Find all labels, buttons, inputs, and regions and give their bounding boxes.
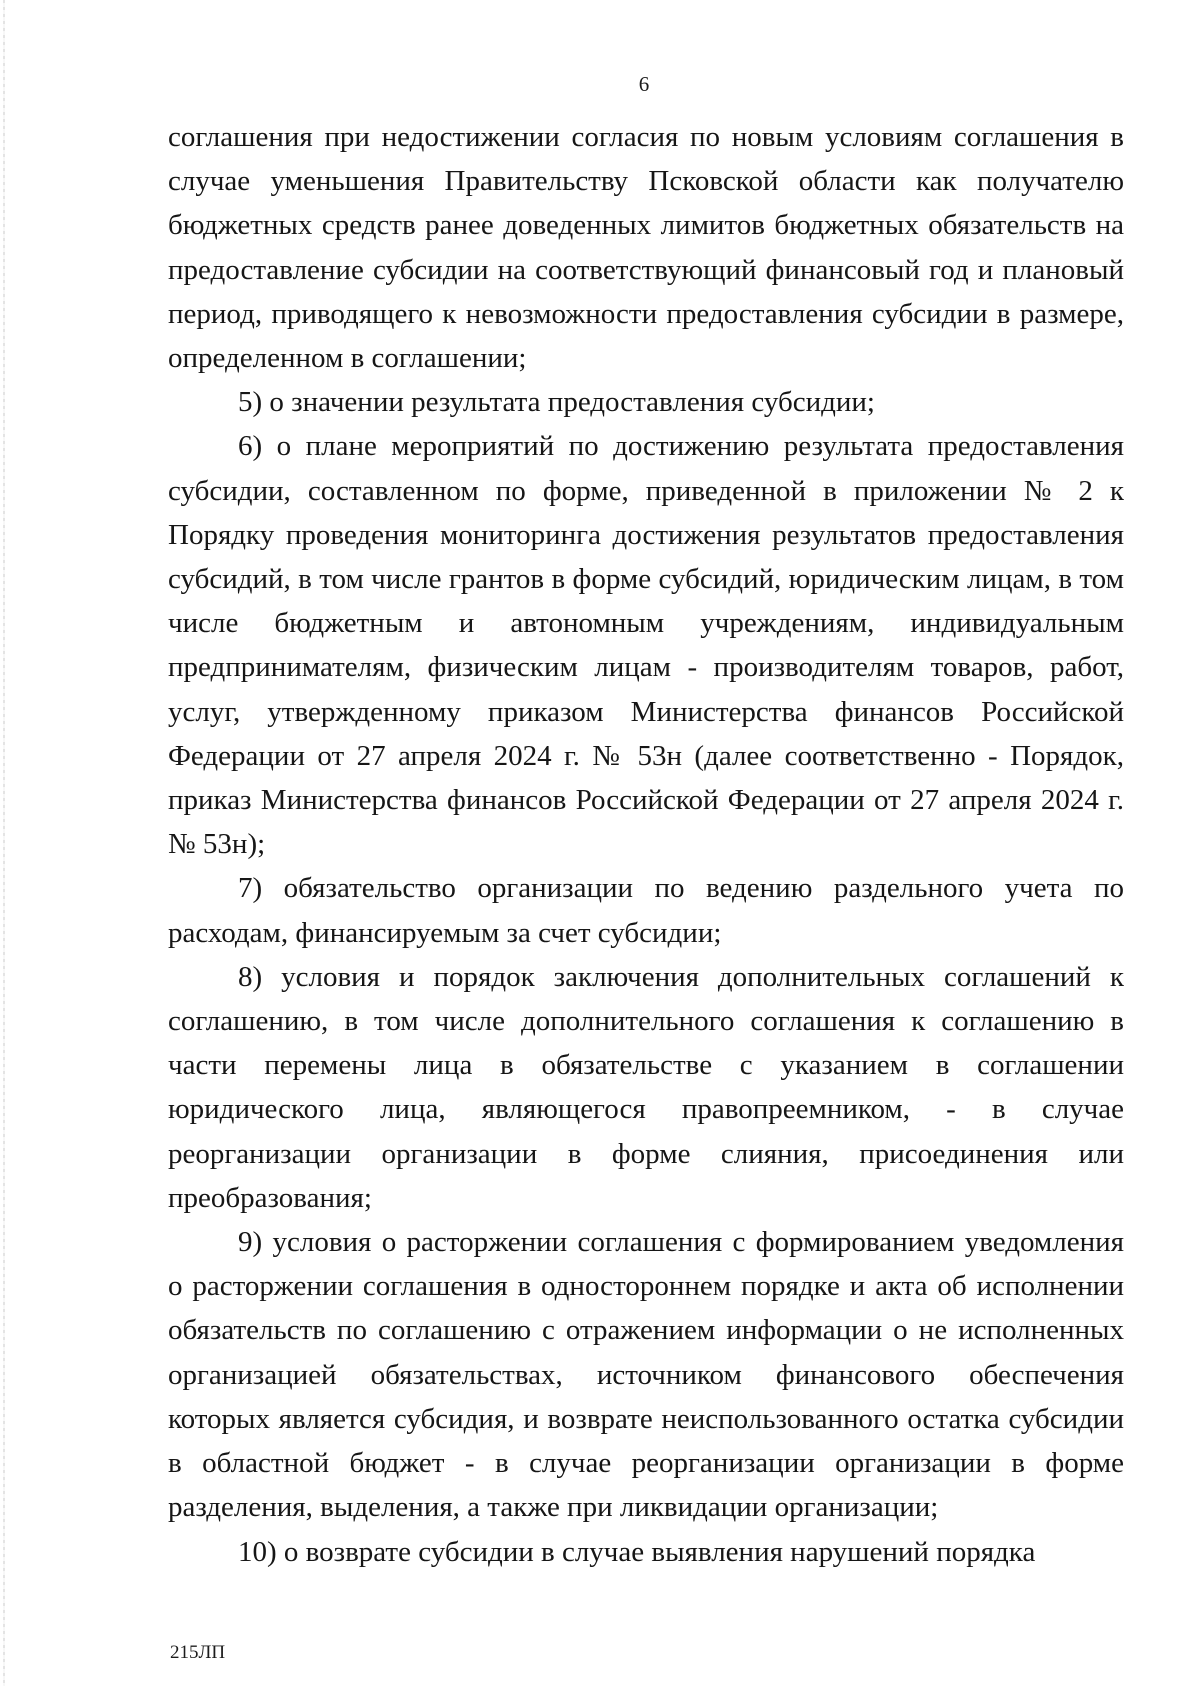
paragraph-item-10: 10) о возврате субсидии в случае выявления нарушений порядка [238, 1535, 1036, 1568]
paragraph-continuation: соглашения при недостижении согласия по новым условиям соглашения в случае уменьшения Правительству Псковской области как получателю бюджетных средств ранее доведенных лимитов бюджетных обязательств на предоставление субсидии на соответствующий финансовый год и плановый период, приводящего к невозможности предоставления субсидии в размере, определенном в соглашении; [168, 121, 1124, 375]
document-body [168, 115, 1124, 1574]
paragraph-item-7: 7) обязательство организации по ведению раздельного учета по расходам, финансируемым за счет субсидии; [168, 872, 1124, 949]
paragraph-item-5: 5) о значении результата предоставления субсидии; [238, 386, 875, 419]
page-number: 6 [638, 72, 650, 96]
scan-edge-artifact [3, 0, 5, 1686]
paragraph-item-8: 8) условия и порядок заключения дополнительных соглашений к соглашению, в том числе дополнительного соглашения к соглашению в части перемены лица в обязательстве с указанием в соглашении юридического лица, являющегося правопреемником, - в случае реорганизации организации в форме слияния, присоединения или преобразования; [168, 960, 1124, 1214]
document-code: 215ЛП [170, 1642, 226, 1663]
paragraph-item-6: 6) о плане мероприятий по достижению результата предоставления субсидии, составленном по форме, приведенной в приложении № 2 к Порядку проведения мониторинга достижения результатов предоставления субсидий, в том числе грантов в форме субсидий, юридическим лицам, в том числе бюджетным и автономным учреждениям, индивидуальным предпринимателям, физическим лицам - производителям товаров, работ, услуг, утвержденному приказом Министерства финансов Российской Федерации от 27 апреля 2024 г. № 53н (далее соответственно - Порядок, приказ Министерства финансов Российской Федерации от 27 апреля 2024 г. № 53н); [168, 430, 1124, 861]
paragraph-item-9: 9) условия о расторжении соглашения с формированием уведомления о расторжении соглашения в одностороннем порядке и акта об исполнении обязательств по соглашению с отражением информации о не исполненных организацией обязательствах, источником финансового обеспечения которых является субсидия, и возврате неиспользованного остатка субсидии в областной бюджет - в случае реорганизации организации в форме разделения, выделения, а также при ликвидации организации; [168, 1226, 1124, 1524]
